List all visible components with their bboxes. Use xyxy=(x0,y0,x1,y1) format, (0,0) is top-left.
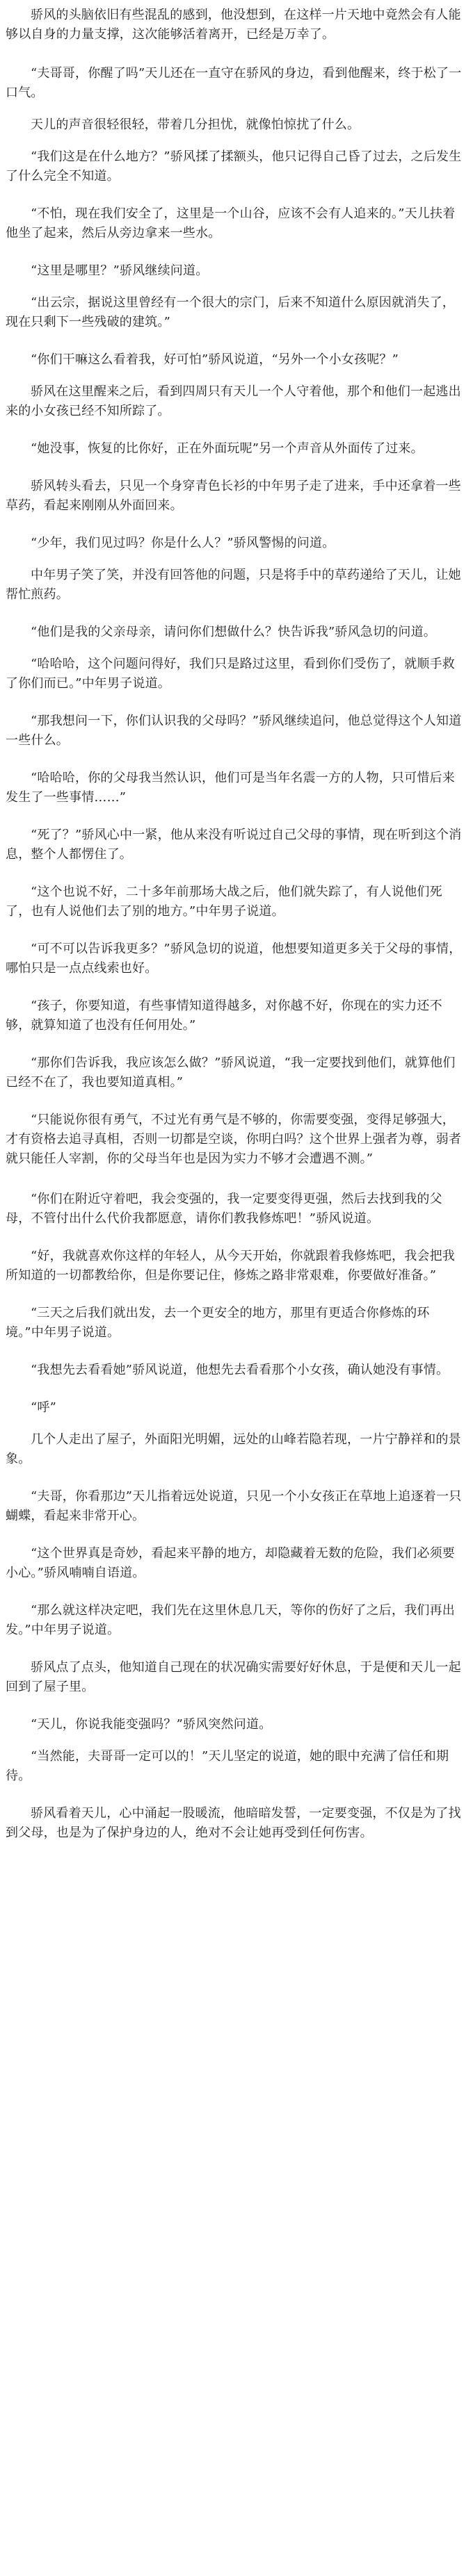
paragraph-11: 骄风转头看去，只见一个身穿青色长衫的中年男子走了进来，手中还拿着一些草药，看起来刚刚从外面回来。 xyxy=(6,479,461,513)
paragraph-7: “出云宗，据说这里曾经有一个很大的宗门，后来不知道什么原因就消失了，现在只剩下一些残破的建筑。” xyxy=(6,295,455,329)
paragraph-33: 骄风点了点头，他知道自己现在的状况确实需要好好休息，于是便和天儿一起回到了屋子里。 xyxy=(6,1660,461,1694)
paragraph-14: “他们是我的父亲母亲，请问你们想做什么？快告诉我”骄风急切的问道。 xyxy=(31,625,437,639)
paragraph-27: “我想先去看看她”骄风说道，他想先去看看那个小女孩，确认她没有事情。 xyxy=(31,1363,449,1377)
paragraph-15: “哈哈哈，这个问题问得好，我们只是路过这里，看到你们受伤了，就顺手救了你们而已。”中年男子说道。 xyxy=(6,657,455,691)
paragraph-21: “孩子，你要知道，有些事情知道得越多，对你越不好，你现在的实力还不够，就算知道了也没有任何用处。” xyxy=(6,999,442,1033)
article-body xyxy=(6,6,467,1861)
paragraph-4: “我们这是在什么地方？”骄风揉了揉额头，他只记得自己昏了过去，之后发生了什么完全不知道。 xyxy=(6,149,462,183)
paragraph-16: “那我想问一下，你们认识我的父母吗？”骄风继续追问，他总觉得这个人知道一些什么。 xyxy=(6,714,462,748)
paragraph-6: “这里是哪里？”骄风继续问道。 xyxy=(31,263,209,278)
paragraph-12: “少年，我们见过吗？你是什么人？”骄风警惕的问道。 xyxy=(31,536,335,550)
paragraph-36: 骄风看着天儿，心中涌起一股暖流，他暗暗发誓，一定要变强，不仅是为了找到父母，也是为了保护身边的人，绝对不会让她再受到任何伤害。 xyxy=(6,1806,461,1840)
paragraph-10: “她没事，恢复的比你好，正在外面玩呢”另一个声音从外面传了过来。 xyxy=(31,441,424,456)
paragraph-24: “你们在附近守着吧，我会变强的，我一定要变得更强，然后去找到我的父母，不管付出什么代价我都愿意，请你们教我修炼吧！”骄风说道。 xyxy=(6,1192,442,1226)
paragraph-30: “夫哥，你看那边”天儿指着远处说道，只见一个小女孩正在草地上追逐着一只蝴蝶，看起来非常开心。 xyxy=(6,1489,462,1523)
paragraph-19: “这个也说不好，二十多年前那场大战之后，他们就失踪了，有人说他们死了，也有人说他们去了别的地方。”中年男子说道。 xyxy=(6,885,442,919)
paragraph-26: “三天之后我们就出发，去一个更安全的地方，那里有更适合你修炼的环境。”中年男子说道。 xyxy=(6,1306,430,1340)
paragraph-20: “可不可以告诉我更多？”骄风急切的说道，他想要知道更多关于父母的事情，哪怕只是一点点线索也好。 xyxy=(6,942,462,976)
paragraph-31: “这个世界真是奇妙，看起来平静的地方，却隐藏着无数的危险，我们必须要小心。”骄风喃喃自语道。 xyxy=(6,1546,455,1580)
paragraph-2: “夫哥哥，你醒了吗”天儿还在一直守在骄风的身边，看到他醒来，终于松了一口气。 xyxy=(6,66,462,100)
paragraph-23: “只能说你很有勇气，不过光有勇气是不够的，你需要变强，变得足够强大，才有资格去追寻真相，否则一切都是空谈，你明白吗？这个世界上强者为尊，弱者就只能任人宰割，你的父母当年也是因为实力不够才会遭遇不测。” xyxy=(6,1113,462,1166)
paragraph-28: “呼” xyxy=(31,1400,57,1415)
paragraph-8: “你们干嘛这么看着我，好可怕”骄风说道，“另外一个小女孩呢？” xyxy=(31,352,399,367)
paragraph-29: 几个人走出了屋子，外面阳光明媚，远处的山峰若隐若现，一片宁静祥和的景象。 xyxy=(6,1432,461,1466)
paragraph-13: 中年男子笑了笑，并没有回答他的问题，只是将手中的草药递给了天儿，让她帮忙煎药。 xyxy=(6,568,461,602)
paragraph-1: 骄风的头脑依旧有些混乱的感到，他没想到，在这样一片天地中竟然会有人能够以自身的力量支撑，这次能够活着离开，已经是万幸了。 xyxy=(6,8,461,42)
paragraph-34: “天儿，你说我能变强吗？”骄风突然问道。 xyxy=(31,1717,272,1732)
paragraph-3: 天儿的声音很轻很轻，带着几分担忧，就像怕惊扰了什么。 xyxy=(31,117,360,132)
paragraph-32: “那么就这样决定吧，我们先在这里休息几天，等你的伤好了之后，我们再出发。”中年男子说道。 xyxy=(6,1603,455,1637)
paragraph-18: “死了？”骄风心中一紧，他从来没有听说过自己父母的事情，现在听到这个消息，整个人都愣住了。 xyxy=(6,828,462,862)
paragraph-17: “哈哈哈，你的父母我当然认识，他们可是当年名震一方的人物，只可惜后来发生了一些事情……” xyxy=(6,771,455,805)
paragraph-35: “当然能，夫哥哥一定可以的！”天儿坚定的说道，她的眼中充满了信任和期待。 xyxy=(6,1749,449,1783)
paragraph-5: “不怕，现在我们安全了，这里是一个山谷，应该不会有人追来的。”天儿扶着他坐了起来，然后从旁边拿来一些水。 xyxy=(6,206,456,240)
paragraph-9: 骄风在这里醒来之后，看到四周只有天儿一个人守着他，那个和他们一起逃出来的小女孩已经不知所踪了。 xyxy=(6,384,461,418)
paragraph-22: “那你们告诉我，我应该怎么做？”骄风说道，“我一定要找到他们，就算他们已经不在了，我也要知道真相。” xyxy=(6,1056,456,1090)
paragraph-25: “好，我就喜欢你这样的年轻人，从今天开始，你就跟着我修炼吧，我会把我所知道的一切都教给你，但是你要记住，修炼之路非常艰难，你要做好准备。” xyxy=(6,1249,455,1283)
